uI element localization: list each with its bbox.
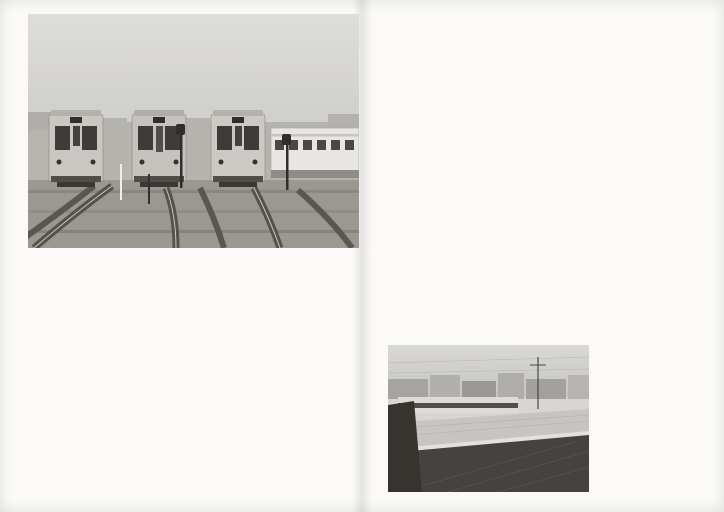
- time-diagram: [388, 219, 558, 307]
- depot-photo: [28, 14, 359, 248]
- route-diagram: [28, 396, 220, 493]
- depot-photo-art: [28, 14, 359, 248]
- station-photo-art: [388, 345, 589, 492]
- station-photo: [388, 345, 589, 492]
